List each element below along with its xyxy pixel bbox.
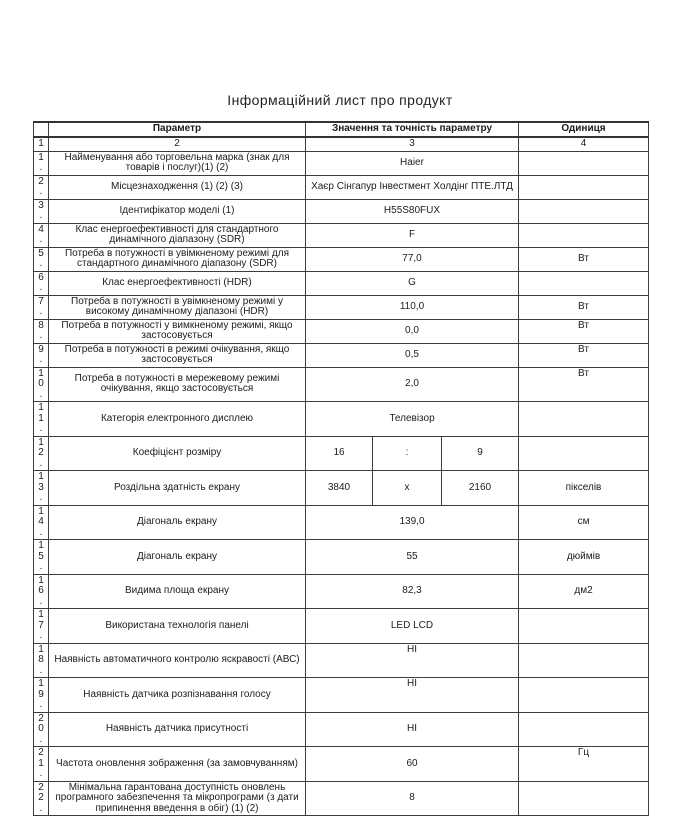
unit-cell (519, 199, 649, 223)
value-cell: 55 (306, 540, 519, 575)
parameter-cell: Потреба в потужності в увімкненому режимі для стандартного динамічного діапазону (SDR) (49, 247, 306, 271)
value-cell: LED LCD (306, 609, 519, 644)
row-number-cell: 1. (34, 151, 49, 175)
table-row (34, 471, 649, 506)
value-cell: 8 (306, 781, 519, 816)
unit-cell: Вт (519, 247, 649, 271)
parameter-cell: Ідентифікатор моделі (1) (49, 199, 306, 223)
parameter-cell: Клас енергоефективності (HDR) (49, 271, 306, 295)
unit-cell (519, 712, 649, 747)
parameter-cell: Потреба в потужності в режимі очікування, якщо застосовується (49, 343, 306, 367)
value-cell: Хаєр Сінгапур Інвестмент Холдінг ПТЕ.ЛТД (306, 175, 519, 199)
parameter-cell: Наявність автоматичного контролю яскравості (АВС) (49, 643, 306, 678)
value-cell: 2,0 (306, 367, 519, 402)
value-part-cell: : (373, 436, 442, 471)
row-number-cell: 20. (34, 712, 49, 747)
parameter-cell: Наявність датчика присутності (49, 712, 306, 747)
unit-cell: Вт (519, 367, 649, 402)
unit-cell: см (519, 505, 649, 540)
table-row (34, 678, 649, 713)
column-index-row (34, 137, 649, 151)
unit-cell (519, 678, 649, 713)
unit-cell (519, 436, 649, 471)
value-cell: Haier (306, 151, 519, 175)
column-index-1: 1 (34, 137, 49, 151)
value-cell: Телевізор (306, 402, 519, 437)
row-number-cell: 10. (34, 367, 49, 402)
column-index-3: 3 (306, 137, 519, 151)
row-number-cell: 8. (34, 319, 49, 343)
value-cell: 60 (306, 747, 519, 782)
parameter-cell: Діагональ екрану (49, 540, 306, 575)
row-number-cell: 17. (34, 609, 49, 644)
parameter-cell: Мінімальна гарантована доступність оновлень програмного забезпечення та мікропрограми (з дати припинення введення в обіг) (1) (2) (49, 781, 306, 816)
row-number-cell: 22. (34, 781, 49, 816)
value-cell: 77,0 (306, 247, 519, 271)
column-index-4: 4 (519, 137, 649, 151)
header-unit: Одиниця (519, 122, 649, 137)
unit-cell: Вт (519, 343, 649, 367)
value-cell: 0,5 (306, 343, 519, 367)
parameter-cell: Потреба в потужності у вимкненому режимі, якщо застосовується (49, 319, 306, 343)
row-number-cell: 11. (34, 402, 49, 437)
table-row (34, 402, 649, 437)
unit-cell: дм2 (519, 574, 649, 609)
table-row (34, 367, 649, 402)
table-row (34, 747, 649, 782)
value-cell: НІ (306, 643, 519, 678)
row-number-cell: 18. (34, 643, 49, 678)
unit-cell: дюймів (519, 540, 649, 575)
value-cell: НІ (306, 678, 519, 713)
parameter-cell: Роздільна здатність екрану (49, 471, 306, 506)
table-row (34, 271, 649, 295)
header-value: Значення та точність параметру (306, 122, 519, 137)
table-row (34, 505, 649, 540)
value-part-cell: 2160 (442, 471, 519, 506)
table-row (34, 643, 649, 678)
row-number-cell: 13. (34, 471, 49, 506)
value-cell: 0,0 (306, 319, 519, 343)
row-number-cell: 4. (34, 223, 49, 247)
table-row (34, 319, 649, 343)
parameter-cell: Коефіцієнт розміру (49, 436, 306, 471)
parameter-cell: Категорія електронного дисплею (49, 402, 306, 437)
value-part-cell: х (373, 471, 442, 506)
parameter-cell: Використана технологія панелі (49, 609, 306, 644)
header-empty-cell (34, 122, 49, 137)
parameter-cell: Найменування або торговельна марка (знак для товарів і послуг)(1) (2) (49, 151, 306, 175)
table-row (34, 712, 649, 747)
parameter-cell: Видима площа екрану (49, 574, 306, 609)
table-row (34, 540, 649, 575)
unit-cell: пікселів (519, 471, 649, 506)
unit-cell (519, 643, 649, 678)
value-part-cell: 16 (306, 436, 373, 471)
row-number-cell: 5. (34, 247, 49, 271)
parameter-cell: Частота оновлення зображення (за замовчуванням) (49, 747, 306, 782)
row-number-cell: 21. (34, 747, 49, 782)
value-cell: НІ (306, 712, 519, 747)
table-body (34, 151, 649, 816)
unit-cell (519, 223, 649, 247)
value-cell: 110,0 (306, 295, 519, 319)
table-row (34, 436, 649, 471)
table-header-row (34, 122, 649, 137)
parameter-cell: Клас енергоефективності для стандартного динамічного діапазону (SDR) (49, 223, 306, 247)
unit-cell: Вт (519, 295, 649, 319)
row-number-cell: 19. (34, 678, 49, 713)
value-cell: F (306, 223, 519, 247)
unit-cell: Вт (519, 319, 649, 343)
value-part-cell: 9 (442, 436, 519, 471)
row-number-cell: 12. (34, 436, 49, 471)
row-number-cell: 6. (34, 271, 49, 295)
table-row (34, 343, 649, 367)
value-cell: G (306, 271, 519, 295)
table-head (34, 122, 649, 151)
value-part-cell: 3840 (306, 471, 373, 506)
row-number-cell: 7. (34, 295, 49, 319)
parameter-cell: Потреба в потужності в увімкненому режимі у високому динамічному діапазоні (HDR) (49, 295, 306, 319)
value-cell: 82,3 (306, 574, 519, 609)
parameter-cell: Місцезнаходження (1) (2) (3) (49, 175, 306, 199)
row-number-cell: 9. (34, 343, 49, 367)
table-row (34, 151, 649, 175)
unit-cell (519, 271, 649, 295)
table-row (34, 247, 649, 271)
table-row (34, 223, 649, 247)
unit-cell (519, 609, 649, 644)
table-row (34, 175, 649, 199)
row-number-cell: 3. (34, 199, 49, 223)
parameter-cell: Діагональ екрану (49, 505, 306, 540)
row-number-cell: 16. (34, 574, 49, 609)
value-cell: H55S80FUX (306, 199, 519, 223)
column-index-2: 2 (49, 137, 306, 151)
value-cell: 139,0 (306, 505, 519, 540)
table-row (34, 781, 649, 816)
table-row (34, 295, 649, 319)
unit-cell (519, 151, 649, 175)
unit-cell (519, 781, 649, 816)
parameter-cell: Наявність датчика розпізнавання голосу (49, 678, 306, 713)
page-title: Інформаційний лист про продукт (227, 92, 453, 108)
row-number-cell: 2. (34, 175, 49, 199)
row-number-cell: 15. (34, 540, 49, 575)
row-number-cell: 14. (34, 505, 49, 540)
header-parameter: Параметр (49, 122, 306, 137)
unit-cell (519, 175, 649, 199)
table-row (34, 574, 649, 609)
unit-cell: Гц (519, 747, 649, 782)
parameter-cell: Потреба в потужності в мережевому режимі очікування, якщо застосовується (49, 367, 306, 402)
table-row (34, 199, 649, 223)
table-row (34, 609, 649, 644)
product-info-table (33, 121, 649, 816)
unit-cell (519, 402, 649, 437)
